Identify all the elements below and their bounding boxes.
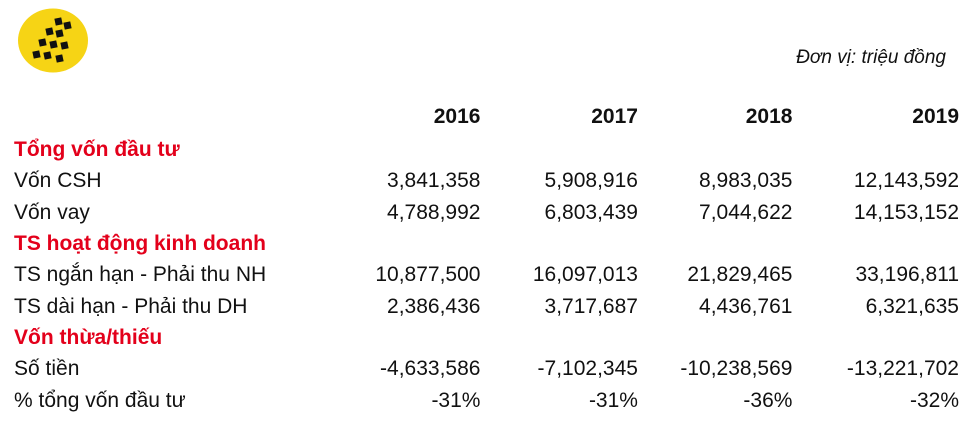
cell-value: 21,829,465 — [687, 263, 793, 287]
running-person-logo-icon — [17, 8, 89, 73]
year-header: 2019 — [912, 105, 959, 128]
cell-value: 4,788,992 — [387, 200, 481, 224]
row-label: Vốn CSH — [14, 169, 102, 193]
section-heading-row — [14, 322, 959, 353]
cell-value: 8,983,035 — [699, 169, 793, 193]
cell-value: 2,386,436 — [387, 294, 481, 318]
row-label: Số tiền — [14, 357, 80, 381]
cell-value: -31% — [588, 388, 638, 412]
cell-value: 3,841,358 — [387, 169, 481, 193]
cell-value: -13,221,702 — [846, 357, 959, 381]
cell-value: -31% — [431, 388, 481, 412]
table-row — [14, 259, 959, 290]
unit-note: Đơn vị: triệu đồng — [796, 47, 946, 68]
table-row — [14, 290, 959, 321]
cell-value: 4,436,761 — [699, 294, 793, 318]
cell-value: -10,238,569 — [680, 357, 793, 381]
table-row — [14, 384, 959, 415]
year-header: 2018 — [745, 105, 793, 128]
section-heading: Tổng vốn đầu tư — [14, 138, 180, 162]
section-heading: TS hoạt động kinh doanh — [14, 232, 266, 256]
cell-value: 16,097,013 — [532, 263, 638, 287]
table-row — [14, 197, 959, 228]
section-heading-row — [14, 134, 959, 165]
row-label: TS dài hạn - Phải thu DH — [14, 294, 248, 318]
year-header: 2016 — [433, 105, 481, 128]
cell-value: 10,877,500 — [375, 263, 481, 287]
cell-value: 14,153,152 — [853, 200, 959, 224]
table-row — [14, 165, 959, 196]
row-label: Vốn vay — [14, 200, 90, 224]
year-header-row — [14, 99, 959, 134]
financial-table — [14, 99, 959, 416]
section-heading: Vốn thừa/thiếu — [14, 325, 163, 349]
cell-value: -32% — [909, 388, 959, 412]
cell-value: 6,321,635 — [865, 294, 959, 318]
header-spacer — [14, 99, 335, 134]
cell-value: 3,717,687 — [544, 294, 638, 318]
row-label: % tổng vốn đầu tư — [14, 388, 186, 412]
cell-value: 12,143,592 — [853, 169, 959, 193]
cell-value: -36% — [743, 388, 793, 412]
row-label: TS ngắn hạn - Phải thu NH — [14, 263, 267, 287]
table-row — [14, 353, 959, 384]
section-heading-row — [14, 228, 959, 259]
cell-value: 7,044,622 — [699, 200, 793, 224]
cell-value: 6,803,439 — [544, 200, 638, 224]
cell-value: -7,102,345 — [537, 357, 638, 381]
cell-value: -4,633,586 — [380, 357, 481, 381]
cell-value: 5,908,916 — [544, 169, 638, 193]
cell-value: 33,196,811 — [855, 263, 959, 287]
year-header: 2017 — [591, 105, 638, 128]
